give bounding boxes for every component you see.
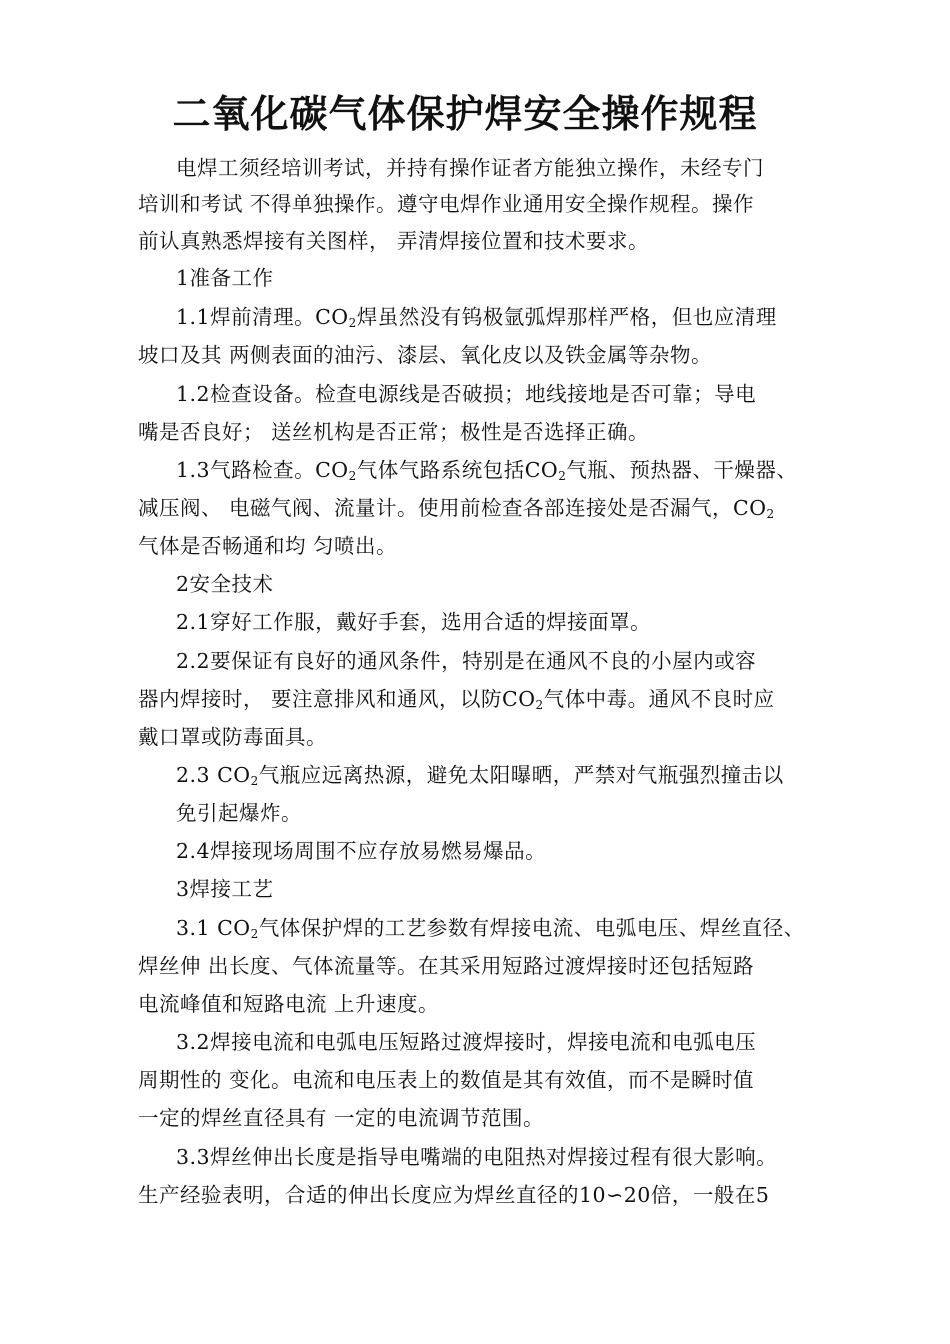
- paragraph-line: 培训和考试 不得单独操作。遵守电焊作业通用安全操作规程。操作: [138, 192, 755, 216]
- paragraph-line: 嘴是否良好； 送丝机构是否正常；极性是否选择正确。: [138, 420, 650, 444]
- subscript-2: 2: [766, 507, 775, 521]
- paragraph-line: 3.2焊接电流和电弧电压短路过渡焊接时，焊接电流和电弧电压: [176, 1030, 757, 1054]
- paragraph-line: 器内焊接时， 要注意排风和通风，以防$CO_2$气体中毒。通风不良时应: [138, 687, 775, 712]
- subscript-2: 2: [348, 469, 357, 483]
- paragraph-line: 气体是否畅通和均 匀喷出。: [138, 534, 398, 558]
- subscript-2: 2: [558, 469, 567, 483]
- paragraph-line: 电焊工须经培训考试，并持有操作证者方能独立操作，未经专门: [176, 156, 764, 180]
- subscript-2: 2: [250, 927, 259, 941]
- subscript-2: 2: [535, 698, 544, 712]
- document-title: 二氧化碳气体保护焊安全操作规程: [172, 91, 758, 136]
- paragraph-line: 3.1 $CO_2$气体保护焊的工艺参数有焊接电流、电弧电压、焊丝直径、: [176, 916, 805, 941]
- paragraph-line: 2.1穿好工作服，戴好手套，选用合适的焊接面罩。: [176, 610, 652, 634]
- subscript-2: 2: [250, 774, 259, 788]
- paragraph-line: 2.4焊接现场周围不应存放易燃易爆品。: [176, 839, 547, 863]
- section-heading: 1准备工作: [176, 266, 274, 290]
- section-heading: 3焊接工艺: [176, 877, 274, 901]
- paragraph-line: 前认真熟悉焊接有关图样， 弄清焊接位置和技术要求。: [138, 229, 650, 253]
- paragraph-line: 周期性的 变化。电流和电压表上的数值是其有效值，而不是瞬时值: [138, 1068, 755, 1092]
- paragraph-line: 免引起爆炸。: [176, 801, 302, 825]
- paragraph-line: 焊丝伸 出长度、气体流量等。在其采用短路过渡焊接时还包括短路: [138, 954, 755, 978]
- subscript-2: 2: [348, 316, 357, 330]
- paragraph-line: 3.3焊丝伸出长度是指导电嘴端的电阻热对焊接过程有很大影响。: [176, 1145, 778, 1169]
- paragraph-line: 坡口及其 两侧表面的油污、漆层、氧化皮以及铁金属等杂物。: [138, 343, 713, 367]
- paragraph-line: 电流峰值和短路电流 上升速度。: [138, 992, 440, 1016]
- paragraph-line: 1.2检查设备。检查电源线是否破损；地线接地是否可靠；导电: [176, 382, 757, 406]
- paragraph-line: 一定的焊丝直径具有 一定的电流调节范围。: [138, 1106, 545, 1130]
- paragraph-line: 1.1焊前清理。$CO_2$焊虽然没有钨极氩弧焊那样严格，但也应清理: [176, 305, 777, 330]
- paragraph-line: 戴口罩或防毒面具。: [138, 725, 327, 749]
- paragraph-line: 1.3气路检查。$CO_2$气体气路系统包括$CO_2$气瓶、预热器、干燥器、: [176, 458, 798, 483]
- paragraph-line: 生产经验表明，合适的伸出长度应为焊丝直径的10∽20倍，一般在5: [138, 1183, 770, 1207]
- paragraph-line: 2.3 $CO_2$气瓶应远离热源，避免太阳曝晒，严禁对气瓶强烈撞击以: [176, 763, 784, 788]
- paragraph-line: 减压阀、 电磁气阀、流量计。使用前检查各部连接处是否漏气，$CO_2$: [138, 496, 775, 521]
- section-heading: 2安全技术: [176, 572, 274, 596]
- paragraph-line: 2.2要保证有良好的通风条件，特别是在通风不良的小屋内或容: [176, 649, 757, 673]
